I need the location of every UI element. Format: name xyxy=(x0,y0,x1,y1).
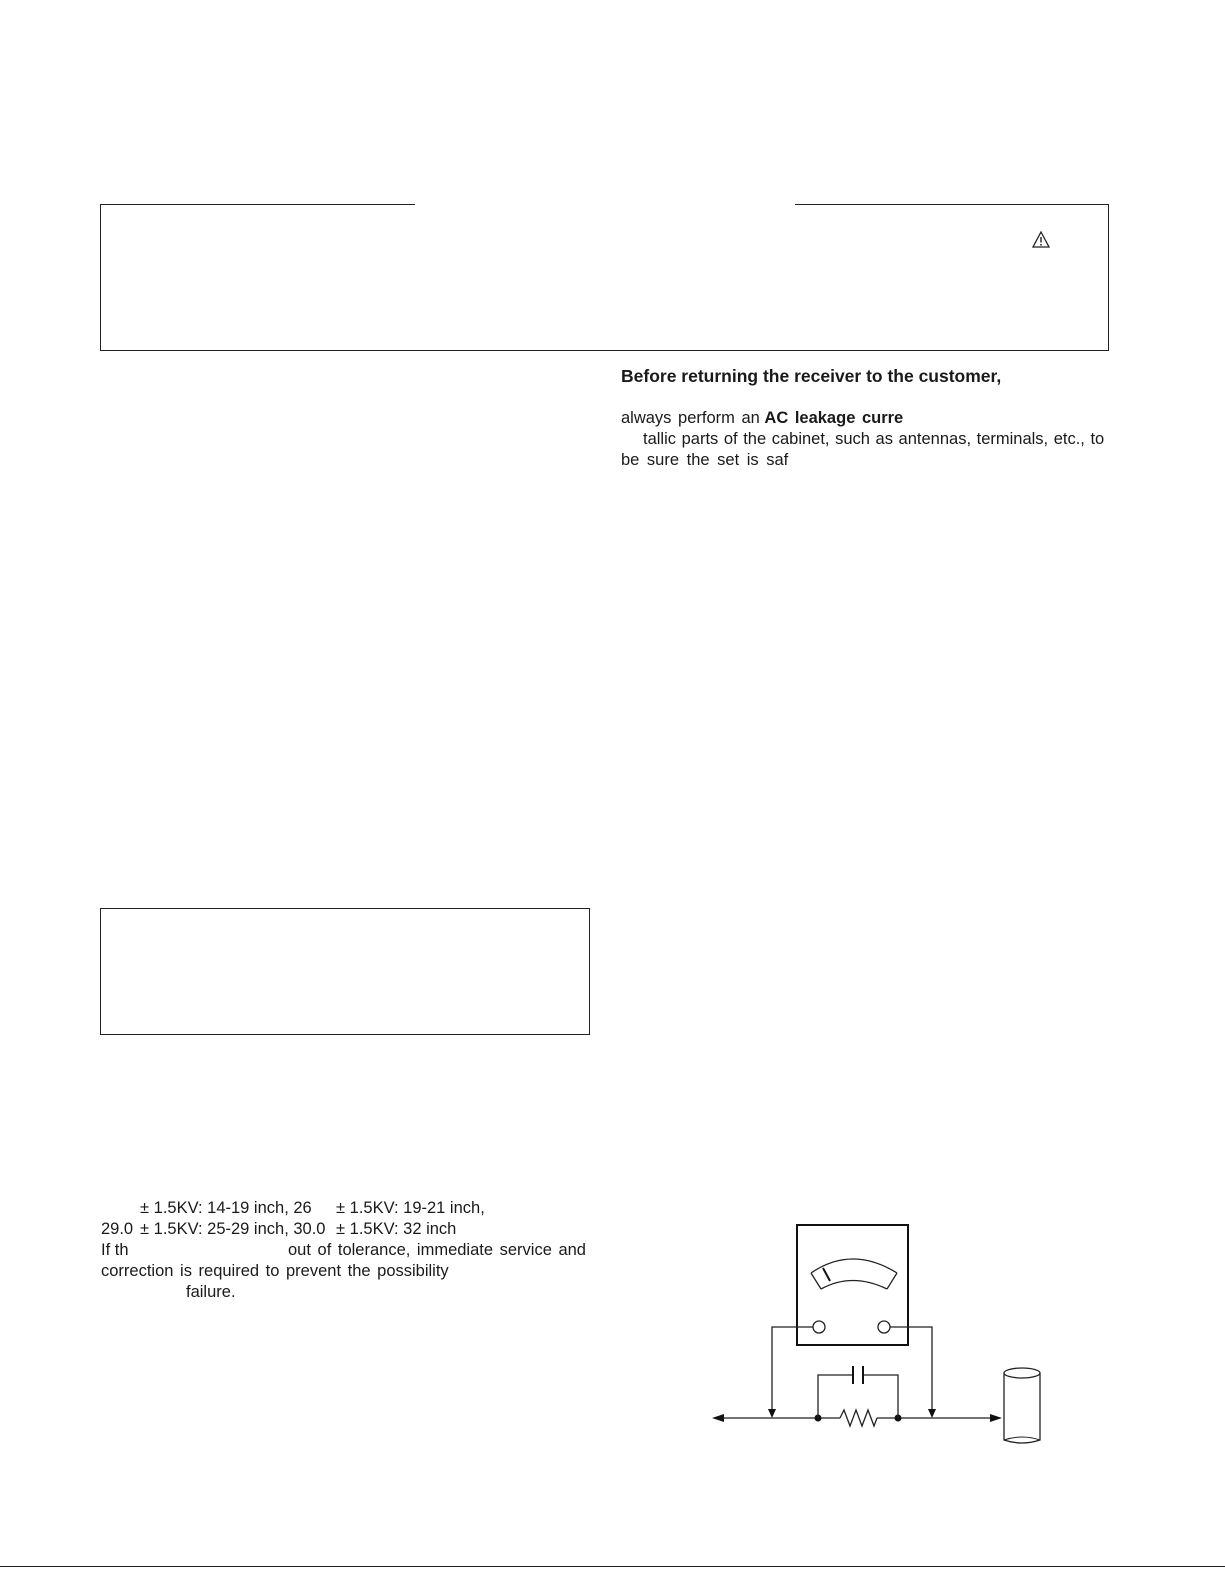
hv-line1-b: ± 1.5KV: 19-21 inch, xyxy=(336,1199,485,1217)
hv-line1-a: ± 1.5KV: 14-19 inch, 26 xyxy=(140,1199,312,1217)
leakage-para-bold: AC leakage curre xyxy=(764,409,904,427)
warning-triangle-icon xyxy=(1031,230,1051,250)
hv-line3-b: out of tolerance, immediate service and xyxy=(288,1241,586,1259)
hv-line2-b: ± 1.5KV: 25-29 inch, 30.0 xyxy=(140,1220,326,1238)
ground-line xyxy=(712,1414,1002,1422)
footer-rule xyxy=(0,1566,1225,1567)
caution-box xyxy=(100,908,590,1035)
leakage-test-diagram xyxy=(700,1210,1060,1460)
notice-box xyxy=(100,204,1109,351)
hv-line2-a: 29.0 xyxy=(101,1220,134,1238)
hv-line5: failure. xyxy=(186,1283,236,1301)
leakage-para-line3: be sure the set is saf xyxy=(621,451,789,469)
hv-line2-c: ± 1.5KV: 32 inch xyxy=(336,1220,457,1238)
hv-line3-a: If th xyxy=(101,1241,129,1259)
leakage-para-line2: tallic parts of the cabinet, such as antennas, terminals, etc., to xyxy=(643,430,1105,448)
hv-line4: correction is required to prevent the possibility xyxy=(101,1262,449,1280)
resistor-icon xyxy=(840,1410,877,1426)
capacitor-icon xyxy=(818,1366,898,1418)
leakage-heading: Before returning the receiver to the customer, xyxy=(621,366,1002,386)
leakage-para-line1 xyxy=(621,408,903,429)
water-pipe-icon xyxy=(1004,1368,1040,1443)
leakage-para-prefix: always perform an xyxy=(621,409,760,427)
